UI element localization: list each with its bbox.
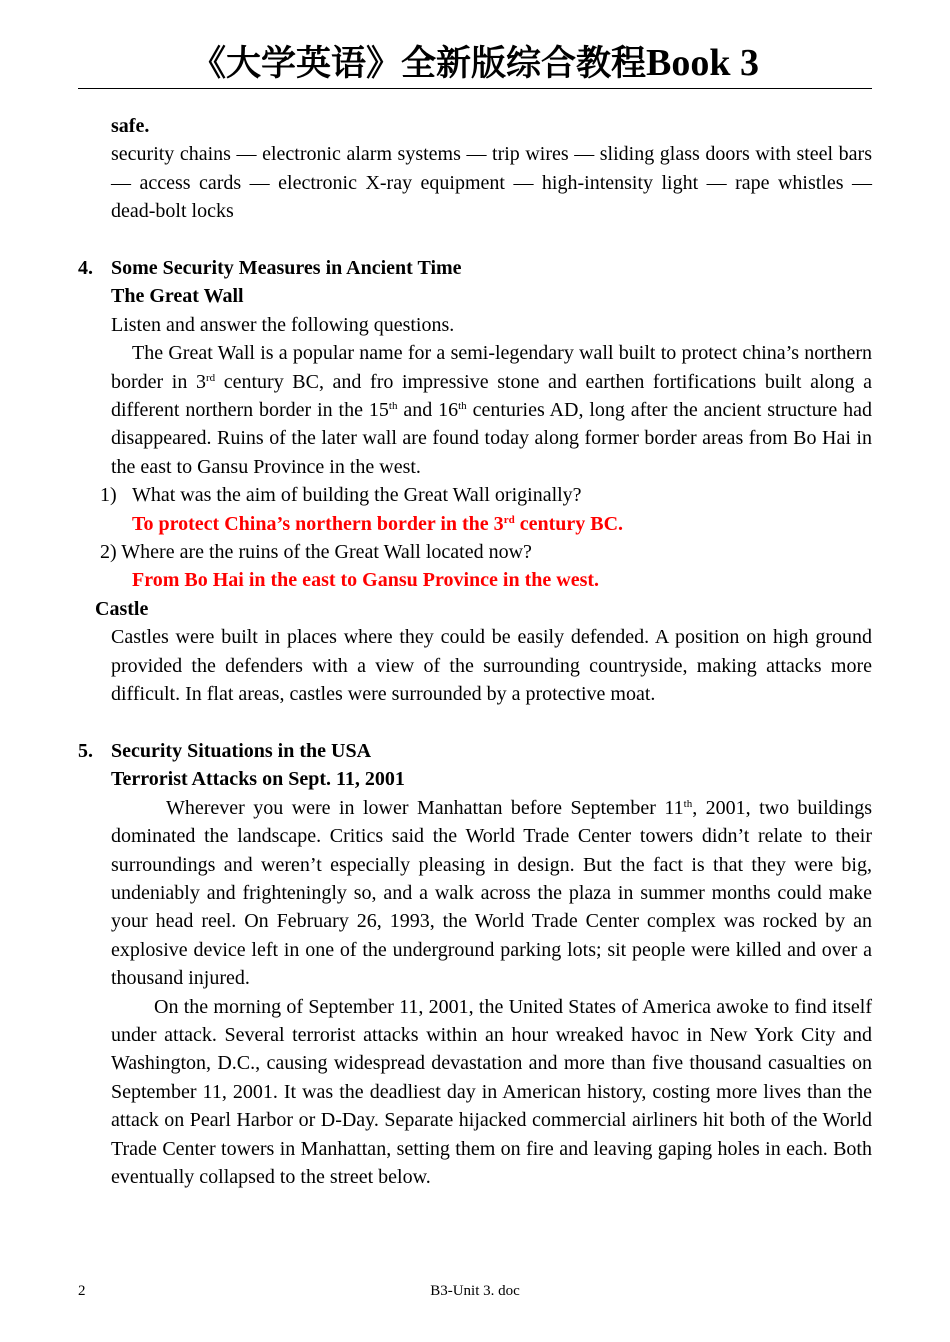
section-4-number: 4. xyxy=(78,257,93,280)
listening-instruction: Listen and answer the following questions. xyxy=(111,313,455,336)
page-title xyxy=(78,38,872,89)
document-body xyxy=(78,112,872,1191)
page-number: 2 xyxy=(78,1283,86,1299)
terrorist-attacks-heading: Terrorist Attacks on Sept. 11, 2001 xyxy=(111,768,405,791)
document-filename: B3-Unit 3. doc xyxy=(430,1283,520,1299)
section-5-title: Security Situations in the USA xyxy=(111,739,372,762)
castle-heading: Castle xyxy=(95,597,149,620)
question-1: 1) What was the aim of building the Great Wall originally? xyxy=(78,481,872,509)
section-4-title: Some Security Measures in Ancient Time xyxy=(111,257,462,280)
sept11-paragraph-1: Wherever you were in lower Manhattan before September 11th, 2001, two buildings dominated the landscape. Critics said the World Trade Center towers didn’t relate to their surroundings and weren’t especially pleasing in design. But the fact is that they were big, undeniably and frighteningly so, and a walk across the plaza in summer months could make your head reel. On February 26, 1993, the World Trade Center complex was rocked by an explosive device left in one of the underground parking lots; sit people were killed and over a thousand injured. xyxy=(111,796,872,990)
title-chinese: 《大学英语》全新版综合教程 xyxy=(191,44,647,84)
section-4-heading xyxy=(78,254,872,282)
page-header xyxy=(78,38,872,89)
castle-paragraph: Castles were built in places where they could be easily defended. A position on high ground provided the defenders with a view of the surrounding countryside, making attacks more difficult. In flat areas, castles were surrounded by a protective moat. xyxy=(111,626,872,706)
section-5-heading xyxy=(78,737,872,765)
security-devices-list: security chains — electronic alarm systems — trip wires — sliding glass doors with steel bars — access cards — electronic X-ray equipment — high-intensity light — rape whistles — dead-bolt locks xyxy=(111,143,872,223)
safe-label: safe. xyxy=(111,115,150,137)
question-1-number: 1) xyxy=(100,484,117,507)
title-book: Book 3 xyxy=(646,42,759,84)
great-wall-paragraph: The Great Wall is a popular name for a semi-legendary wall built to protect china’s northern border in 3rd century BC, and fro impressive stone and earthen fortifications built along a different northern border in the 15th and 16th centuries AD, long after the ancient structure had disappeared. Ruins of the later wall are found today along former border areas from Bo Hai in the east to Gansu Province in the west. xyxy=(111,342,872,478)
answer-2: From Bo Hai in the east to Gansu Province in the west. xyxy=(132,569,600,592)
great-wall-heading: The Great Wall xyxy=(111,285,244,308)
question-2: 2) Where are the ruins of the Great Wall located now? xyxy=(100,541,532,564)
answer-1: To protect China’s northern border in the 3rd century BC. xyxy=(132,512,624,535)
sept11-paragraph-2: On the morning of September 11, 2001, the United States of America awoke to find itself under attack. Several terrorist attacks within an hour wreaked havoc in New York City and Washington, D.C., causing widespread devastation and more than five thousand casualties on September 11, 2001. It was the deadliest day in American history, costing more lives than the attack on Pearl Harbor or D-Day. Separate hijacked commercial airliners hit both of the World Trade Center towers in Manhattan, setting them on fire and leaving gaping holes in each. Both eventually collapsed to the street below. xyxy=(111,995,872,1188)
section-5-number: 5. xyxy=(78,739,93,762)
